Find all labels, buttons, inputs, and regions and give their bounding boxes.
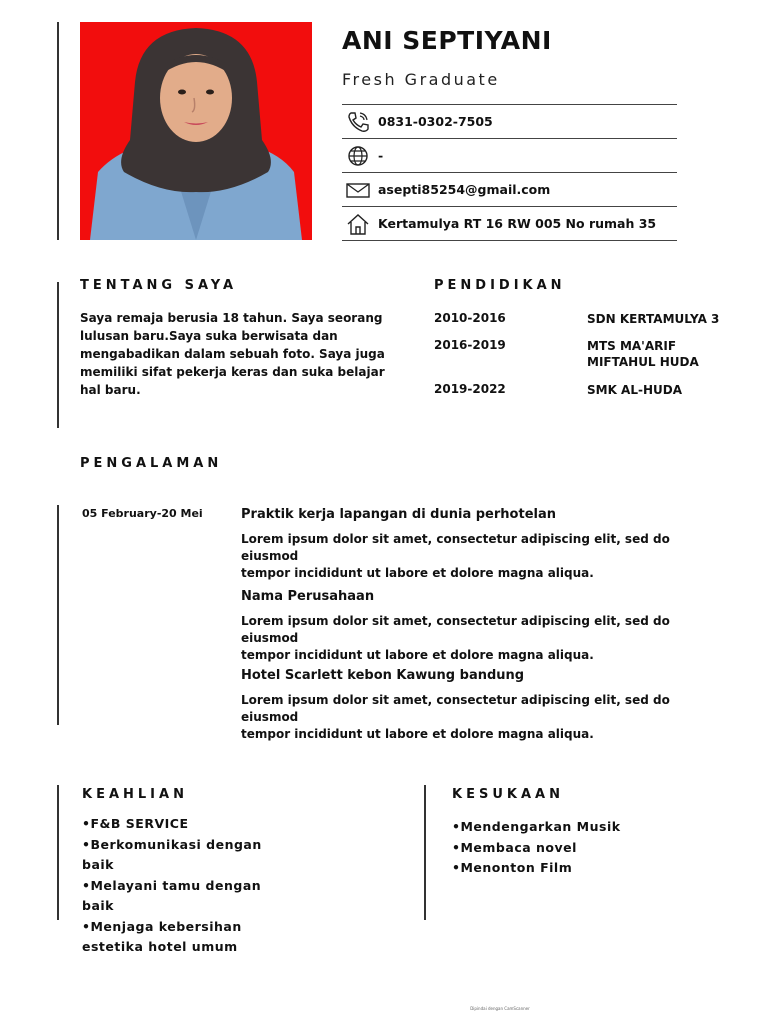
school-line: SDN KERTAMULYA 3 bbox=[587, 312, 720, 326]
skills-line: •Melayani tamu dengan bbox=[82, 877, 262, 893]
contact-website-row bbox=[342, 138, 677, 172]
home-icon bbox=[346, 213, 370, 235]
contact-email-row bbox=[342, 172, 677, 206]
description-line: Lorem ipsum dolor sit amet, consectetur adipiscing elit, sed do eiusmod bbox=[241, 614, 670, 645]
hobbies-heading: KESUKAAN bbox=[452, 787, 564, 802]
about-line: hal baru. bbox=[80, 383, 141, 397]
left-rule-top bbox=[57, 22, 59, 240]
hobby-item: •Mendengarkan Musik bbox=[452, 819, 621, 834]
about-line: memiliki sifat pekerja keras dan suka belajar bbox=[80, 365, 385, 379]
person-role: Fresh Graduate bbox=[342, 70, 500, 89]
about-heading: TENTANG SAYA bbox=[80, 278, 238, 293]
skills-line: baik bbox=[82, 857, 114, 872]
skills-line: •F&B SERVICE bbox=[82, 816, 189, 831]
experience-date: 05 February-20 Mei bbox=[82, 507, 203, 520]
experience-description bbox=[241, 531, 721, 582]
skills-line: estetika hotel umum bbox=[82, 939, 238, 954]
education-school bbox=[587, 311, 719, 327]
experience-description bbox=[241, 692, 721, 743]
experience-description bbox=[241, 613, 721, 664]
skills-line: •Menjaga kebersihan bbox=[82, 918, 242, 934]
skills-list bbox=[82, 814, 262, 958]
education-school bbox=[587, 382, 682, 398]
school-line: MIFTAHUL HUDA bbox=[587, 355, 699, 369]
experience-title: Praktik kerja lapangan di dunia perhotelan bbox=[241, 507, 556, 522]
center-rule-hobbies bbox=[424, 785, 426, 920]
person-name: ANI SEPTIYANI bbox=[342, 26, 552, 55]
about-line: Saya remaja berusia 18 tahun. Saya seorang bbox=[80, 311, 383, 325]
description-line: Lorem ipsum dolor sit amet, consectetur adipiscing elit, sed do eiusmod bbox=[241, 532, 670, 563]
contact-website-text: - bbox=[378, 148, 384, 163]
contact-address-text: Kertamulya RT 16 RW 005 No rumah 35 bbox=[378, 216, 657, 231]
contact-email-text: asepti85254@gmail.com bbox=[378, 182, 551, 197]
skills-line: •Berkomunikasi dengan bbox=[82, 836, 262, 852]
left-rule-skills bbox=[57, 785, 59, 920]
person-portrait-image bbox=[80, 22, 312, 240]
contact-phone-row bbox=[342, 104, 677, 138]
skills-line: baik bbox=[82, 898, 114, 913]
school-line: MTS MA'ARIF bbox=[587, 339, 677, 353]
left-rule-experience bbox=[57, 505, 59, 725]
about-line: mengabadikan dalam sebuah foto. Saya juga bbox=[80, 347, 385, 361]
about-line: lulusan baru.Saya suka berwisata dan bbox=[80, 329, 338, 343]
education-years: 2016-2019 bbox=[434, 338, 506, 352]
hobby-item: •Membaca novel bbox=[452, 839, 577, 855]
hobbies-list bbox=[452, 817, 621, 879]
education-heading: PENDIDIKAN bbox=[434, 278, 566, 293]
contact-address-row bbox=[342, 206, 677, 241]
education-school bbox=[587, 338, 699, 370]
profile-photo bbox=[80, 22, 312, 240]
globe-icon bbox=[346, 145, 370, 167]
scanner-footer: Dipindai dengan CamScanner bbox=[470, 1006, 530, 1011]
experience-heading: PENGALAMAN bbox=[80, 456, 223, 471]
contact-phone-text: 0831-0302-7505 bbox=[378, 114, 493, 129]
mail-icon bbox=[346, 179, 370, 201]
experience-title: Hotel Scarlett kebon Kawung bandung bbox=[241, 668, 525, 683]
about-text bbox=[80, 309, 385, 399]
hobby-item: •Menonton Film bbox=[452, 860, 573, 875]
description-line: Lorem ipsum dolor sit amet, consectetur adipiscing elit, sed do eiusmod bbox=[241, 693, 670, 724]
description-line: tempor incididunt ut labore et dolore magna aliqua. bbox=[241, 566, 594, 580]
description-line: tempor incididunt ut labore et dolore magna aliqua. bbox=[241, 648, 594, 662]
education-years: 2019-2022 bbox=[434, 382, 506, 396]
education-years: 2010-2016 bbox=[434, 311, 506, 325]
experience-title: Nama Perusahaan bbox=[241, 589, 375, 604]
school-line: SMK AL-HUDA bbox=[587, 383, 683, 397]
phone-icon bbox=[346, 111, 370, 133]
skills-heading: KEAHLIAN bbox=[82, 787, 188, 802]
left-rule-middle bbox=[57, 282, 59, 428]
description-line: tempor incididunt ut labore et dolore magna aliqua. bbox=[241, 727, 594, 741]
